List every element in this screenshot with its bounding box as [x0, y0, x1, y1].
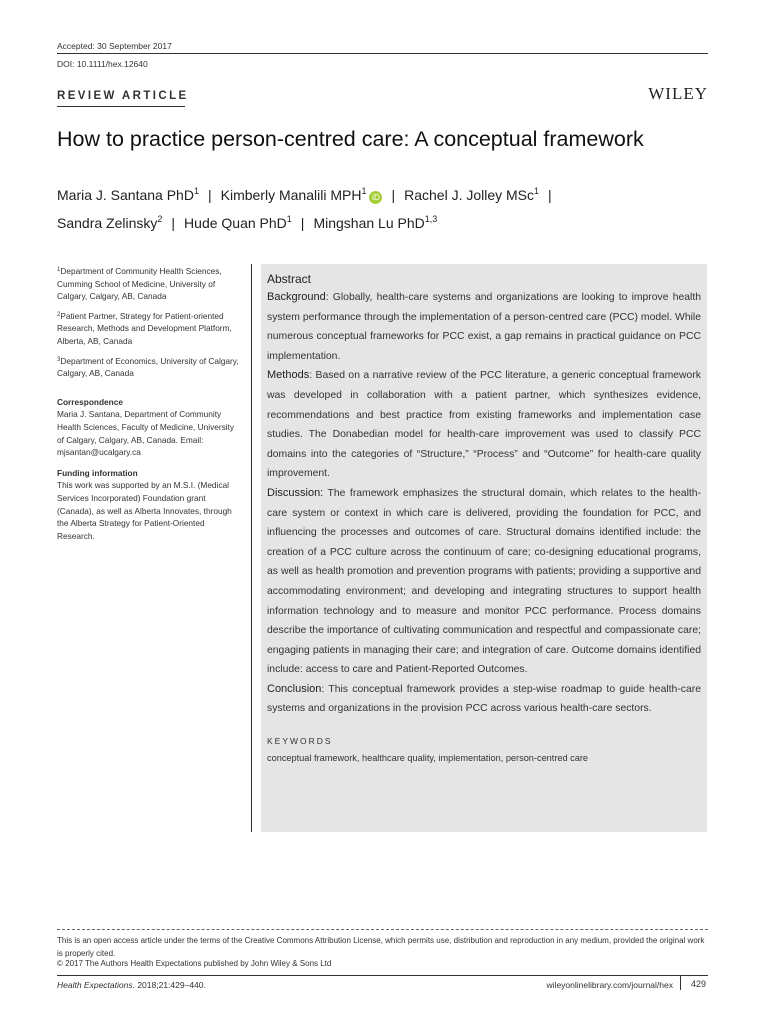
abstract-background: [267, 288, 701, 366]
article-type-underline: [57, 106, 185, 107]
author-affiliation-ref: 2: [157, 214, 163, 224]
affiliation-number: 3: [57, 356, 61, 363]
funding-heading: Funding information: [57, 467, 138, 478]
author-separator: |: [300, 215, 305, 231]
author-separator: |: [171, 215, 176, 231]
doi[interactable]: DOI: 10.1111/hex.12640: [57, 59, 148, 69]
conclusion-text: : This conceptual framework provides a step-wise roadmap to guide health-care systems and organizations in the provision PCC across various health-care sectors.: [267, 683, 701, 715]
journal-website[interactable]: wileyonlinelibrary.com/journal/hex: [546, 980, 673, 990]
author-affiliation-ref: 1: [286, 214, 292, 224]
author-affiliation-ref: 1: [193, 186, 199, 196]
header-divider: [57, 53, 708, 54]
abstract-discussion: [267, 484, 701, 680]
discussion-label: Discussion:: [267, 486, 324, 499]
abstract-methods: [267, 366, 701, 484]
footer-divider: [57, 929, 708, 930]
publisher-logo: WILEY: [648, 84, 708, 103]
page-number-divider: [680, 976, 681, 990]
methods-text: : Based on a narrative review of the PCC literature, a generic conceptual framework was developed in collaboration with a patient partner, which synthesizes evidence, recommendations and best practice from existing frameworks and implementation case studies. The Donabedian model for health-care improvement was used to classify PCC domains into the categories of “Structure,” “Process” and “Outcome” for health-care quality improvement.: [267, 370, 701, 480]
article-type: REVIEW ARTICLE: [57, 90, 189, 102]
funding-text: This work was supported by an M.S.I. (Medical Services Incorporated) Foundation grant (Canada), as well as Alberta Innovates, through the Alberta Strategy for Patient-Oriented Research.: [57, 480, 232, 541]
affiliation: [57, 264, 242, 303]
correspondence-text: Maria J. Santana, Department of Community Health Sciences, Faculty of Medicine, University of Calgary, Calgary, AB, Canada. Email: mjsantan@ucalgary.ca: [57, 409, 235, 458]
affiliation-number: 1: [57, 267, 61, 273]
affiliation-number: 2: [57, 311, 61, 318]
affiliation-text: Department of Economics, University of Calgary, Calgary, AB, Canada: [57, 355, 239, 379]
author-separator: |: [207, 187, 212, 203]
correspondence-heading: Correspondence: [57, 396, 123, 407]
journal-volume: 2018;21:429–440.: [134, 980, 206, 990]
page-number: 429: [691, 979, 707, 989]
background-label: Background: [267, 291, 326, 303]
abstract: [267, 270, 701, 765]
column-divider: [251, 264, 252, 832]
author-separator: |: [391, 187, 396, 203]
affiliation: [57, 354, 242, 380]
author-separator: |: [548, 187, 552, 203]
affiliation-text: Department of Community Health Sciences, Cumming School of Medicine, University of Calgary, Calgary, AB, Canada: [57, 266, 222, 302]
methods-label: Methods: [267, 369, 310, 382]
article-title: How to practice person-centred care: A conceptual framework: [57, 127, 644, 151]
affiliation: [57, 309, 242, 348]
author-name[interactable]: Kimberly Manalili MPH: [220, 187, 362, 203]
accepted-date: Accepted: 30 September 2017: [57, 41, 172, 51]
journal-citation: [57, 980, 206, 990]
author-name[interactable]: Mingshan Lu PhD: [313, 215, 425, 231]
orcid-icon[interactable]: iD: [369, 191, 382, 204]
author-affiliation-ref: 1,3: [424, 214, 438, 224]
author-affiliation-ref: 1: [361, 186, 367, 196]
author-line-2: [57, 214, 437, 231]
author-name[interactable]: Rachel J. Jolley MSc: [404, 187, 535, 203]
abstract-conclusion: [267, 680, 701, 719]
discussion-text: The framework emphasizes the structural domain, which relates to the health-care system or context in which care is delivered, providing the foundation for PCC, and influencing the processes and outcomes of care. Structural domains identified include: the creation of a PCC culture across the continuum of care; co-designing educational programs, as well as health promotion and prevention programs with patients; providing a supportive and accommodating environment; and developing and integrating structures to support health information technology and to measure and monitor PCC performance. Process domains describe the importance of cultivating communication and respectful and compassionate care; engaging patients in managing their care; and integration of care. Outcome domains identified include: access to care and Patient-Reported Outcomes.: [267, 487, 701, 676]
author-name[interactable]: Maria J. Santana PhD: [57, 187, 194, 203]
keywords-heading: KEYWORDS: [267, 736, 333, 747]
abstract-heading: Abstract: [267, 272, 312, 286]
conclusion-label: Conclusion: [267, 682, 322, 695]
affiliation-text: Patient Partner, Strategy for Patient-oriented Research, Methods and Development Platform, Alberta, AB, Canada: [57, 310, 232, 346]
license-notice: This is an open access article under the terms of the Creative Commons Attribution License, which permits use, distribution and reproduction in any medium, provided the original work is properly cited.: [57, 936, 705, 958]
keywords-list: conceptual framework, healthcare quality, implementation, person-centred care: [267, 753, 589, 764]
author-line-1: [57, 186, 561, 204]
author-name[interactable]: Hude Quan PhD: [184, 215, 287, 231]
journal-name: Health Expectations.: [57, 980, 135, 990]
author-name[interactable]: Sandra Zelinsky: [57, 215, 158, 231]
author-affiliation-ref: 1: [534, 186, 540, 196]
article-info-column: [57, 264, 242, 548]
footer-rule: [57, 975, 708, 976]
background-text: : Globally, health-care systems and organizations are looking to improve health system performance through the implementation of a person-centred care (PCC) model. While numerous conceptual frameworks for PCC exist, a gap remains in practical guidance on PCC implementation.: [267, 292, 701, 362]
copyright-notice: © 2017 The Authors Health Expectations published by John Wiley & Sons Ltd: [57, 959, 332, 968]
